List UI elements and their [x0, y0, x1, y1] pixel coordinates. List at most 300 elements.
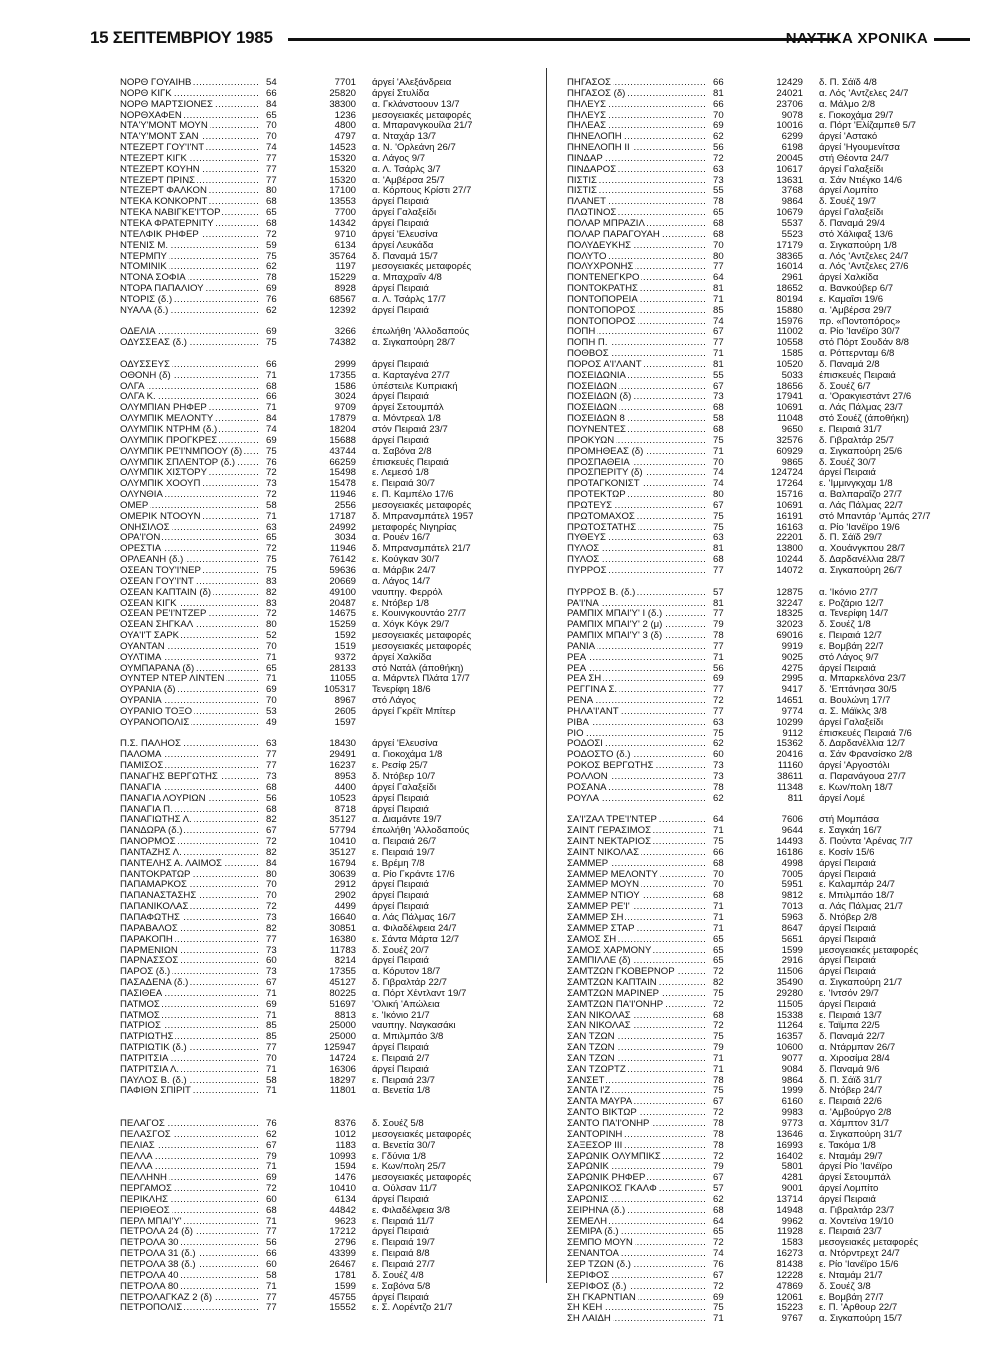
ship-name: ΟΥΛΤΙΜΑ	[120, 652, 162, 663]
ship-year: 56	[266, 792, 277, 804]
ship-tonnage: 5033	[781, 369, 803, 381]
ship-year: 67	[713, 1096, 724, 1108]
ship-tonnage: 6299	[781, 131, 803, 143]
ship-year: 56	[266, 1237, 277, 1249]
ship-year: 77	[266, 152, 277, 164]
ship-name: ΡΙΒΑ	[567, 717, 589, 728]
ship-row	[120, 826, 530, 837]
ship-status: ε. Νταμάμ 29/7	[819, 1151, 883, 1162]
ship-tonnage: 11506	[777, 966, 803, 978]
ship-name: ΠΑΡΑΚΟΠΗ	[120, 934, 173, 945]
ship-year: 65	[713, 955, 724, 967]
ship-name: ΠΑΤΡΙΩΤΙΚ (δ.)	[120, 1043, 187, 1054]
ship-status: έπισκευές Πειραιά	[819, 370, 896, 381]
ship-name: ΡΕΑ	[567, 663, 587, 674]
ship-tonnage: 32576	[776, 434, 803, 446]
ship-year: 56	[713, 662, 724, 674]
ship-name-cell	[567, 490, 707, 501]
ship-status: α. Λάς Πάλμας 21/7	[819, 902, 903, 913]
ship-name: ΣΑΜΠΙΛΛΕ (δ)	[567, 956, 631, 967]
ship-status: ε. Πειραιά 19/7	[372, 847, 435, 858]
ship-name: ΠΟΡΟΣ Α'Ι'ΛΑΝΤ	[567, 359, 642, 370]
ship-year: 77	[266, 1042, 277, 1054]
ship-tonnage: 17941	[776, 391, 803, 403]
ship-name-cell	[567, 859, 707, 870]
ship-name: ΟΛΥΜΠΙΚ ΝΤΡΗΜ (δ.)	[120, 425, 218, 435]
ship-tonnage: 10410	[329, 1183, 356, 1195]
ship-year: 85	[266, 1031, 277, 1043]
ship-year: 69	[713, 1291, 724, 1303]
ship-status: ε. Νταμάμ 21/7	[819, 1270, 883, 1281]
ship-year: 82	[266, 846, 277, 858]
ship-status: α. Λός 'Αντζελες 27/6	[819, 262, 909, 273]
ship-name: ΠΡΟΣΠΕΡΙΤΥ (δ)	[567, 468, 643, 479]
ship-name-cell	[120, 761, 260, 772]
ship-status: μεσογειακές μεταφορές	[372, 1173, 472, 1184]
ship-status: άργεί Πειραιά	[372, 902, 429, 913]
ship-tonnage: 17212	[329, 1226, 356, 1238]
ship-year: 70	[266, 120, 277, 132]
page-date: 15 ΣΕΠΤΕΜΒΡΙΟΥ 1985	[90, 28, 273, 47]
ship-row	[567, 165, 987, 176]
ship-name: ΠΑΤΜΟΣ	[120, 999, 160, 1010]
ship-year: 71	[266, 1009, 277, 1021]
ship-name-cell	[567, 273, 707, 284]
ship-status: δ. Σουέζ 3/8	[819, 1281, 871, 1292]
ship-name: ΡΟΥΛΑ	[567, 793, 600, 804]
ship-name: ΟΥΡΑΝΙΟ ΤΟΞΟ	[120, 706, 193, 717]
ship-status: α. Σαβόνα 2/8	[372, 446, 432, 457]
ship-name-cell	[567, 436, 707, 447]
ship-tonnage: 4797	[334, 131, 356, 143]
ship-row	[120, 696, 530, 707]
ship-year: 68	[713, 424, 724, 435]
ship-status: δ. Μπρανσμπάτελ 21/7	[372, 544, 471, 555]
ship-status: α. Πειραιά 26/7	[372, 837, 437, 848]
ship-name: ΝΤΕΝΙΣ Μ.	[120, 240, 169, 251]
ship-tonnage: 74382	[329, 337, 356, 349]
ship-name-cell	[567, 750, 707, 761]
ship-row	[567, 588, 987, 599]
ship-row	[567, 783, 987, 794]
ship-tonnage: 10679	[776, 207, 803, 219]
ship-row	[120, 208, 530, 219]
ship-status	[372, 1108, 530, 1119]
ship-status: άργεί Πειραιά	[372, 305, 429, 316]
ship-name-cell	[567, 512, 707, 523]
ship-name: ΠΑΦΙΘΝ ΣΠΙΡΙΤ	[120, 1086, 191, 1097]
ship-name: ΠΛΩΤΙΝΟΣ	[567, 208, 617, 219]
ship-status: ε. Πειραιά 30/7	[372, 479, 435, 490]
ship-tonnage: 15320	[329, 152, 356, 164]
ship-year: 68	[266, 781, 277, 793]
ship-tonnage: 9112	[782, 727, 803, 739]
ship-row	[120, 436, 530, 447]
ship-row	[120, 1152, 530, 1163]
ship-name: ΣΕΜΕΛΗ	[567, 1216, 608, 1227]
ship-tonnage: 17879	[329, 413, 356, 425]
ship-name: ΠΑΤΡΙΤΣΙΑ Λ.	[120, 1064, 180, 1075]
ship-tonnage: 10016	[776, 120, 803, 132]
ship-row	[567, 1162, 987, 1173]
ship-year: 66	[266, 1248, 277, 1260]
ship-status: ε. Σάντα Μάρτα 12/7	[372, 934, 460, 945]
ship-year: 71	[713, 348, 724, 360]
ship-tonnage: 105317	[323, 684, 356, 696]
ship-tonnage: 22201	[776, 532, 803, 544]
ship-name: ΣΑΜΤΖΩΝ ΠΑ'Ι'ΟΝΗΡ	[567, 999, 664, 1010]
ship-year: 66	[713, 98, 724, 110]
ship-row	[120, 1184, 530, 1195]
ship-block	[567, 815, 987, 1325]
ship-year: 77	[266, 760, 277, 772]
ship-status: δ. Ντόβερ 10/7	[372, 772, 436, 782]
ship-name: ΝΤΕΖΕΡΤ ΚΙΓΚ	[120, 153, 187, 164]
ship-block	[120, 327, 530, 728]
ship-tonnage: 3024	[334, 391, 356, 403]
ship-year: 58	[713, 413, 724, 425]
ship-year: 64	[713, 272, 724, 284]
ship-year: 75	[713, 510, 724, 522]
ship-status	[372, 349, 530, 360]
ship-tonnage: 26467	[329, 1258, 356, 1270]
ship-name-cell	[120, 1303, 260, 1314]
ship-name-cell	[567, 674, 707, 685]
ship-year: 70	[266, 1052, 277, 1064]
ship-tonnage: 2556	[334, 499, 356, 511]
ship-status: α. Χάμπτον 31/7	[819, 1119, 890, 1129]
ship-name: ΠΟΣΕΙΔΩΝ	[567, 403, 617, 414]
ship-name-cell	[120, 284, 260, 295]
ship-year: 62	[713, 738, 724, 750]
ship-name: ΠΕΤΡΟΛΑ 30	[120, 1238, 179, 1249]
ship-name-cell	[567, 1086, 707, 1097]
ship-name-cell	[567, 176, 707, 187]
ship-status: α. Μπαρκελόνα 23/7	[819, 674, 907, 685]
ship-status: δ. Π. Σάϊδ 4/8	[819, 78, 877, 88]
ship-name: ΟΔΥΣΣΕΥΣ	[120, 359, 170, 370]
ship-status: άργεί Λομπίτο	[819, 1184, 879, 1195]
ship-status: α. Ούλσαν 11/7	[372, 1184, 438, 1195]
ship-status: άργεί Γκρέϊτ Μπίτερ	[372, 706, 456, 717]
ship-name: ΠΑΠΑΝΙΚΟΛΑΣ	[120, 902, 189, 913]
ship-year: 75	[713, 1031, 724, 1043]
ship-year: 73	[266, 966, 277, 978]
ship-name: ΣΑΝ ΤΖΩΡΤΖ	[567, 1064, 626, 1075]
ship-year: 77	[713, 640, 724, 652]
ship-name: ΠΕΛΛΗΝΗ	[120, 1173, 167, 1184]
ship-status: α. Σιγκαπούρη 25/6	[819, 446, 903, 457]
ship-row	[120, 1249, 530, 1260]
ship-year: 81	[713, 543, 724, 555]
ship-name: ΝΤΑ'Υ'ΜΟΝΤ ΣΑΝ	[120, 132, 199, 143]
ship-name-cell	[120, 664, 260, 675]
ship-tonnage: 1183	[335, 1139, 356, 1151]
ship-name: ΠΟΝΤΟΠΟΡΟΣ	[567, 316, 636, 327]
ship-status: α. Ντόρντρεχτ 24/7	[819, 1249, 900, 1260]
ship-year: 80	[266, 619, 277, 631]
ship-status: πρ. «Ποντοπόρος»	[819, 316, 901, 327]
ship-name: ΠΕΤΡΟΠΟΛΙΣ	[120, 1303, 183, 1314]
ship-status: δ. Σουέζ 4/8	[372, 1270, 424, 1281]
ship-status: α. Ρουέν 16/7	[372, 533, 431, 544]
ship-name-cell	[120, 512, 260, 523]
ship-year: 78	[713, 781, 724, 793]
ship-tonnage: 45755	[329, 1291, 356, 1303]
ship-tonnage: 5537	[781, 217, 803, 229]
ship-tonnage: 11946	[330, 543, 356, 555]
ship-tonnage: 4800	[334, 120, 356, 132]
ship-tonnage: 14675	[329, 608, 356, 620]
ship-tonnage: 4275	[781, 662, 803, 674]
ship-tonnage: 9644	[781, 825, 803, 837]
ship-name: ΟΛΥΜΠΙΚ ΠΡΟΓΚΡΕΣ	[120, 435, 218, 446]
ship-row	[120, 859, 530, 870]
ship-status: ε. Πειραιά 2/7	[372, 1053, 430, 1064]
ship-name-cell	[567, 761, 707, 772]
ship-row	[120, 664, 530, 675]
ship-name: ΠΟΛΑΡ ΜΠΡΑΖΙΛ	[567, 218, 645, 229]
ship-tonnage: 13553	[329, 196, 356, 208]
ship-tonnage: 8718	[334, 803, 356, 815]
ship-tonnage: 20669	[329, 575, 356, 587]
ship-status: α. Καρταγένα 27/7	[372, 370, 450, 381]
ship-name-cell	[120, 371, 260, 382]
ship-year: 75	[266, 445, 277, 457]
ship-status: άργεί 'Αλεξάνδρεια	[372, 78, 452, 88]
ship-name-cell	[120, 1162, 260, 1173]
ship-year: 65	[266, 532, 277, 544]
ship-tonnage: 35764	[329, 250, 356, 262]
ship-row	[120, 989, 530, 1000]
ship-row	[567, 674, 987, 685]
ship-name: ΠΙΣΤΙΣ	[567, 175, 597, 186]
ship-status: α. Διαμάντε 19/7	[372, 815, 442, 826]
ship-tonnage: 32023	[776, 619, 803, 631]
ship-name: ΟΡΛΕΑΝΗ (δ.)	[120, 555, 184, 566]
ship-tonnage: 18325	[776, 608, 803, 620]
ship-year: 81	[713, 597, 724, 609]
ship-row	[120, 1162, 530, 1173]
ship-year: 67	[713, 1269, 724, 1281]
ship-status: α. Λ. Τσάρλς 17/7	[372, 294, 446, 305]
ship-name: ΠΟΣΕΙΔΩΝΙΑ	[567, 370, 626, 381]
ship-status: δ. Γιβραλτάρ 25/7	[819, 435, 894, 446]
ship-row	[567, 848, 987, 859]
ship-tonnage: 9077	[781, 1052, 803, 1064]
ship-name: ΠΑΝΟΡΜΟΣ	[120, 837, 176, 848]
ship-year: 76	[266, 293, 277, 305]
ship-name-cell	[120, 544, 260, 555]
ship-status: μεσογειακές μεταφορές	[372, 641, 472, 652]
ship-status: δ. Δαρδανέλλια 12/7	[819, 739, 906, 750]
ship-status: α. Γιβραλτάρ 23/7	[819, 1205, 895, 1216]
ship-name: ΟΔΥΣΣΕΑΣ (δ.)	[120, 338, 188, 349]
ship-tonnage: 68567	[329, 293, 356, 305]
ship-year: 77	[266, 1226, 277, 1238]
ship-year: 63	[713, 163, 724, 175]
ship-year: 74	[713, 315, 724, 327]
ship-name-cell	[120, 880, 260, 891]
ship-year: 68	[713, 228, 724, 240]
ship-row	[120, 327, 530, 338]
ship-row	[567, 815, 987, 826]
ship-tonnage: 81438	[776, 1258, 803, 1270]
ship-status: ε. Πειραιά 23/7	[819, 1227, 882, 1238]
ship-name-cell	[120, 1086, 260, 1097]
ship-status: Τενερίφη 18/6	[372, 685, 431, 696]
ship-name: ΟΥΡΑΝΟΠΟΛΙΣ	[120, 717, 190, 728]
ship-tonnage: 38365	[776, 250, 803, 262]
ship-year: 71	[266, 1161, 277, 1173]
ship-row	[567, 1314, 987, 1325]
ship-name-cell	[120, 230, 260, 241]
ship-name-cell	[567, 219, 707, 230]
ship-tonnage: 35127	[329, 814, 356, 826]
ship-row	[567, 1173, 987, 1184]
ship-row	[120, 165, 530, 176]
ship-status: δ. Πούντα 'Αρένας 7/7	[819, 837, 913, 848]
ship-name: ΟΛΥΜΠΙΚ ΧΟΟΥΠ	[120, 479, 201, 490]
ship-name-cell	[567, 100, 707, 111]
ship-tonnage: 7701	[334, 77, 356, 88]
ship-tonnage: 45127	[329, 977, 356, 989]
ship-year: 71	[713, 922, 724, 934]
ship-status: άργεί Πειραιά	[372, 284, 429, 295]
ship-status: ε. Ρίο 'Ιανέϊρο 15/6	[819, 1259, 899, 1270]
ship-year: 85	[266, 1020, 277, 1032]
ship-year: 82	[266, 922, 277, 934]
ship-row	[567, 1303, 987, 1314]
ship-tonnage: 9001	[781, 1183, 803, 1195]
ship-row	[567, 121, 987, 132]
ship-status: α. Σ. Μάϊκλς 3/8	[819, 706, 887, 717]
ship-row	[567, 1000, 987, 1011]
ship-status: στόν Πειραιά 23/7	[372, 425, 448, 435]
ship-row	[567, 750, 987, 761]
ship-name-cell	[120, 1119, 260, 1130]
ship-year: 71	[713, 293, 724, 305]
ship-year: 54	[266, 77, 277, 88]
ship-row	[120, 1227, 530, 1238]
ship-name-cell	[567, 89, 707, 100]
ship-tonnage: 9774	[781, 705, 803, 717]
ship-name-cell	[567, 458, 707, 469]
ship-name-cell	[567, 956, 707, 967]
ship-status: α. 'Αμβέρσα 29/7	[819, 305, 892, 316]
ship-row	[120, 479, 530, 490]
ship-row	[120, 111, 530, 122]
right-column	[567, 78, 987, 1336]
ship-name-cell	[120, 1065, 260, 1076]
ship-tonnage: 1999	[781, 1085, 803, 1097]
ship-row	[120, 1130, 530, 1141]
ship-name: ΝΟΡΘΧΑΦΕΝ	[120, 110, 182, 121]
ship-name: ΡΗΛΑ'Ι'ΑΝΤ	[567, 706, 619, 717]
ship-tonnage: 15259	[329, 619, 356, 631]
ship-name-cell	[120, 1108, 260, 1119]
ship-status: ε. Σαβόνα 5/8	[372, 1281, 431, 1292]
ship-tonnage: 1781	[334, 1269, 356, 1281]
ship-tonnage: 14342	[329, 217, 356, 229]
ship-name-cell	[120, 1238, 260, 1249]
ship-tonnage: 1012	[334, 1128, 356, 1140]
ship-name: ΣΑΜΜΕΡ ΜΟΥΝ	[567, 880, 640, 891]
ship-status: α. Μάλμο 2/8	[819, 99, 876, 110]
ship-status: α. 'Αμβέρσα 25/7	[372, 175, 445, 186]
ship-tonnage: 15362	[776, 738, 803, 750]
ship-row	[120, 392, 530, 403]
ship-status: ε. Ροζάριο 12/7	[819, 598, 884, 609]
ship-tonnage: 13631	[776, 174, 803, 186]
ship-year: 77	[713, 608, 724, 620]
ship-row	[120, 447, 530, 458]
ship-name-cell	[120, 533, 260, 544]
ship-name: ΠΑΝΑΓΙΑ ΛΟΥΡΙΩΝ	[120, 793, 206, 804]
ship-name: ΠΡΩΤΕΥΣ	[567, 500, 613, 511]
ship-name: ΡΑΝΙΑ	[567, 641, 596, 652]
ship-name: ΠΗΝΕΛΟΠΗ ΙΙ	[567, 143, 630, 154]
ship-row	[120, 588, 530, 599]
ship-tonnage: 16237	[329, 760, 356, 772]
ship-name-cell	[567, 566, 707, 577]
ship-row	[120, 978, 530, 989]
ship-status: δ. Σουέζ 5/8	[372, 1119, 424, 1129]
ship-status: δ. Παναμά 9/6	[819, 1064, 880, 1075]
ship-year: 71	[266, 987, 277, 999]
ship-name: ΠΡΩΤΟΜΑΧΟΣ	[567, 511, 635, 522]
ship-status: άργεί Γαλαξείδι	[819, 717, 884, 728]
ship-tonnage: 20487	[329, 597, 356, 609]
ship-status: άργεί Πειραιά	[819, 468, 876, 479]
ship-row	[120, 599, 530, 610]
ship-name-cell	[567, 1054, 707, 1065]
ship-year: 63	[713, 716, 724, 728]
ship-name: ΣΕΝΑΝΤΟΑ	[567, 1249, 619, 1260]
ship-tonnage: 66259	[329, 456, 356, 468]
ship-year: 80	[713, 489, 724, 501]
ship-tonnage: 9865	[781, 456, 803, 468]
ship-name: ΠΥΡΡΟΣ Β. (δ.)	[567, 587, 636, 598]
ship-status: α. Βενετία 1/8	[372, 1086, 431, 1097]
ship-status: μεσογειακές μεταφορές	[372, 500, 472, 511]
ship-row	[567, 447, 987, 458]
ship-tonnage: 16191	[776, 510, 803, 522]
ship-row	[567, 1206, 987, 1217]
ship-name: ΟΜΕΡΙΚ ΝΤΟΟΥΝ	[120, 511, 201, 522]
ship-row	[120, 306, 530, 317]
ship-status: άργεί Πειραιά	[372, 435, 429, 446]
ship-name: ΝΤΟΜΙΝΙΚ	[120, 262, 167, 273]
ship-name-cell	[120, 794, 260, 805]
ship-year: 73	[266, 944, 277, 956]
ship-name: ΣΕΡ ΤΖΩΝ (δ.)	[567, 1259, 631, 1270]
ship-status: α. Βαλπαραΐζο 27/7	[819, 490, 903, 501]
ship-tonnage: 9025	[781, 651, 803, 663]
ship-tonnage: 17187	[329, 510, 356, 522]
ship-name-cell	[120, 306, 260, 317]
ship-year: 58	[266, 1074, 277, 1086]
ship-year: 62	[713, 1193, 724, 1205]
ship-name: ΠΥΡΡΟΣ	[567, 565, 607, 576]
ship-status: δ. Ντόβερ 2/8	[819, 912, 877, 923]
ship-name: ΟΣΕΑΝ ΚΙΓΚ	[120, 598, 177, 609]
ship-name-cell	[567, 707, 707, 718]
ship-name: ΠΡΟΤΕΚΤΩΡ	[567, 490, 626, 501]
ship-row	[567, 1086, 987, 1097]
ship-name: ΣΑΡΩΝΙΣ	[567, 1194, 609, 1205]
ship-status: δ. Παναμά 29/4	[819, 218, 885, 229]
